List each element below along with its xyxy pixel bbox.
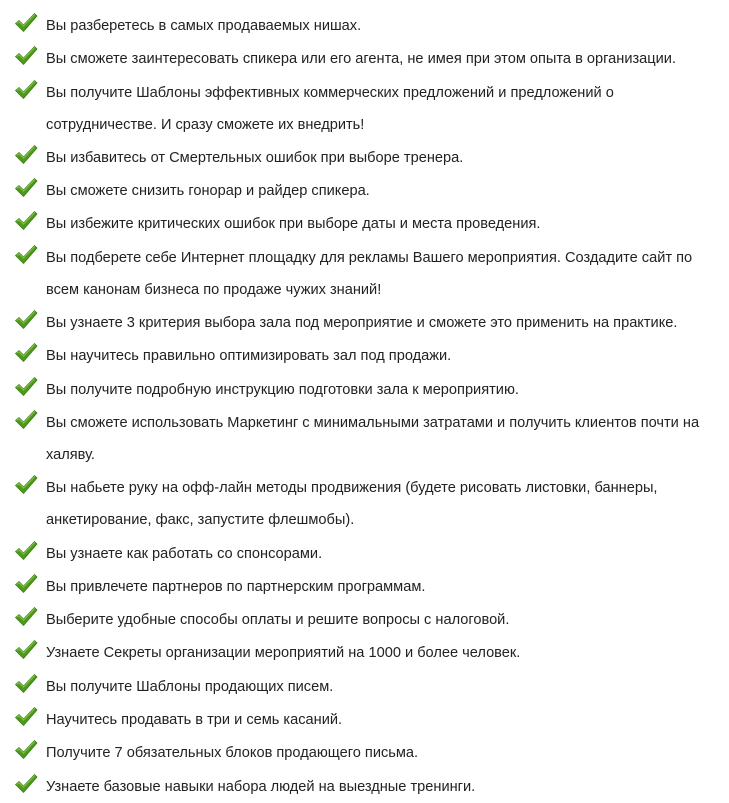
list-item-text: Узнаете базовые навыки набора людей на выездные тренинги. (46, 778, 476, 795)
green-checkmark-icon (14, 45, 38, 67)
list-item (14, 571, 714, 603)
list-item-text: Вы научитесь правильно оптимизировать зал под продажи. (46, 348, 452, 365)
green-checkmark-icon (14, 79, 38, 101)
green-checkmark-icon (14, 573, 38, 595)
list-item-text: Вы узнаете как работать со спонсорами. (46, 545, 323, 562)
list-item-text: Научитесь продавать в три и семь касаний. (46, 712, 343, 729)
list-item (14, 242, 714, 306)
list-item (14, 43, 714, 75)
list-item (14, 208, 714, 240)
list-item (14, 671, 714, 703)
green-checkmark-icon (14, 177, 38, 199)
list-item-text: Узнаете Секреты организации мероприятий на 1000 и более человек. (46, 645, 521, 662)
list-item (14, 175, 714, 207)
list-item (14, 340, 714, 372)
list-item-text: Вы разберетесь в самых продаваемых нишах. (46, 18, 362, 34)
green-checkmark-icon (14, 706, 38, 728)
green-checkmark-icon (14, 342, 38, 364)
green-checkmark-icon (14, 606, 38, 628)
list-item-text: Вы получите Шаблоны эффективных коммерческих предложений и предложений о сотрудничестве. И сразу сможете их внедрить! (46, 84, 614, 133)
green-checkmark-icon (14, 144, 38, 166)
green-checkmark-icon (14, 673, 38, 695)
green-checkmark-icon (14, 376, 38, 398)
list-item (14, 307, 714, 339)
list-item-text: Вы сможете заинтересовать спикера или его агента, не имея при этом опыта в организации. (46, 51, 677, 68)
list-item (14, 604, 714, 636)
list-item-text: Получите 7 обязательных блоков продающего письма. (46, 745, 419, 762)
list-item (14, 10, 714, 42)
list-item (14, 142, 714, 174)
green-checkmark-icon (14, 639, 38, 661)
list-item-text: Вы набьете руку на офф-лайн методы продвижения (будете рисовать листовки, баннеры, анкетирование, факс, запустите флешмобы). (46, 480, 658, 529)
list-item (14, 374, 714, 406)
list-item-text: Вы получите Шаблоны продающих писем. (46, 678, 334, 695)
list-item-text: Вы получите подробную инструкцию подготовки зала к мероприятию. (46, 381, 519, 398)
list-item-text: Вы привлечете партнеров по партнерским программам. (46, 578, 426, 595)
green-checkmark-icon (14, 409, 38, 431)
green-checkmark-icon (14, 474, 38, 496)
list-item (14, 77, 714, 141)
list-item-text: Выберите удобные способы оплаты и решите вопросы с налоговой. (46, 612, 510, 629)
green-checkmark-icon (14, 244, 38, 266)
list-item (14, 771, 714, 803)
list-item-text: Вы избежите критических ошибок при выборе даты и места проведения. (46, 216, 541, 233)
list-item-text: Вы сможете снизить гонорар и райдер спикера. (46, 183, 370, 200)
green-checkmark-icon (14, 12, 38, 34)
green-checkmark-icon (14, 739, 38, 761)
list-item (14, 538, 714, 570)
list-item (14, 704, 714, 736)
list-item (14, 472, 714, 536)
list-item (14, 407, 714, 471)
list-item (14, 737, 714, 769)
list-item-text: Вы подберете себе Интернет площадку для рекламы Вашего мероприятия. Создадите сайт по всем канонам бизнеса по продаже чужих знаний! (46, 249, 693, 298)
list-item-text: Вы избавитесь от Смертельных ошибок при выборе тренера. (46, 149, 464, 166)
green-checkmark-icon (14, 309, 38, 331)
list-item (14, 637, 714, 669)
list-item-text: Вы узнаете 3 критерия выбора зала под мероприятие и сможете это применить на практике. (46, 315, 678, 332)
list-item-text: Вы сможете использовать Маркетинг с минимальными затратами и получить клиентов почти на халяву. (46, 414, 700, 463)
green-checkmark-icon (14, 540, 38, 562)
green-checkmark-icon (14, 773, 38, 795)
green-checkmark-icon (14, 210, 38, 232)
